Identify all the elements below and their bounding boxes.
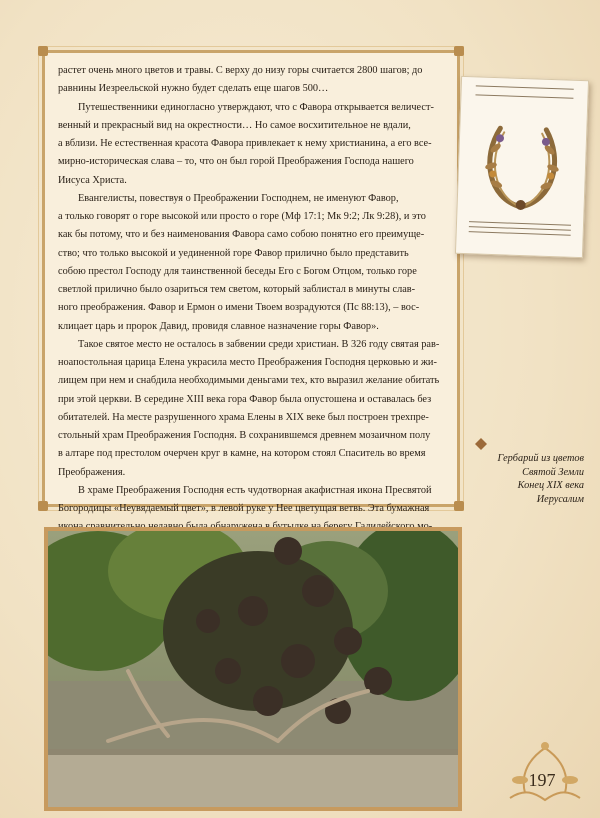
text-line: растет очень много цветов и травы. С верху до низу горы считается 2800 шагов; до xyxy=(58,65,423,76)
text-line: при этой церкви. В середине XIII века гора Фавор была опустошена и оставалась без xyxy=(58,393,432,405)
text-line: Евангелисты, повествуя о Преображении Господнем, не именуют Фавор, xyxy=(78,192,399,204)
text-line: клицает царь и пророк Давид, провидя славное назначение горы Фавор». xyxy=(58,320,379,332)
text-line: светлой прилично было озариться тем светом, который заблистал в минуты слав- xyxy=(58,284,416,295)
text-line: лищем при нем и снабдила необходимыми деньгами тех, кто выразил желание обитать xyxy=(58,375,440,387)
text-line: Преображения. xyxy=(58,466,126,478)
text-line: ство; что только высокой и уединенной горе Фавор прилично было представить xyxy=(58,247,409,259)
main-text xyxy=(58,62,450,514)
garden-photo-illustration xyxy=(48,531,458,807)
text-line: а вблизи. Не естественная красота Фавора привлекает к нему христианина, а его все- xyxy=(58,138,432,149)
text-line: обитателей. На месте разрушенного храма Елены в XIX веке был построен трехпре- xyxy=(58,411,429,423)
text-line: Иисуса Христа. xyxy=(58,174,127,186)
caption-ornament-icon xyxy=(475,438,487,450)
caption-line: Иерусалим xyxy=(536,493,584,505)
caption-line: Гербарий из цветов xyxy=(497,453,584,464)
image-caption xyxy=(460,452,584,506)
text-line: Богородицы «Неувядаемый цвет», в левой руке у Нее цветущая ветвь. Эта бумажная xyxy=(58,503,430,514)
text-line: Путешественники единогласно утверждают, что с Фавора открывается величест- xyxy=(78,101,434,113)
page-number: 197 xyxy=(528,770,556,790)
text-line: ного преображения. Фавор и Ермон о имени Твоем возрадуются (Пс 88:13), – вос- xyxy=(58,302,420,314)
herbarium-image xyxy=(455,76,589,258)
text-line: равнины Иезреельской нужно будет сделать еще шагов 500… xyxy=(58,83,329,95)
herbarium-footer-rules xyxy=(468,221,571,243)
text-line: в алтаре под престолом очерчен круг в камне, на котором стоял Спаситель во время xyxy=(58,448,426,460)
frame-corner-ornament xyxy=(38,501,48,511)
caption-line: Конец XIX века xyxy=(517,480,584,491)
garden-photo xyxy=(44,527,462,811)
text-line: мирно-историческая слава – то, что он был горой Преображения Господа нашего xyxy=(58,156,414,168)
frame-corner-ornament xyxy=(454,46,464,56)
text-line: как бы потому, что и без наименования Фавора само собою понятно его преимуще- xyxy=(58,229,425,241)
text-line: венный и прекрасный вид на окрестности… Но самое восхитительное не вдали, xyxy=(58,119,411,131)
text-line: Такое святое место не осталось в забвении среди христиан. В 326 году святая рав- xyxy=(78,338,440,350)
caption-line: Святой Земли xyxy=(522,466,584,478)
text-line: В храме Преображения Господня есть чудотворная акафистная икона Пресвятой xyxy=(78,484,432,496)
text-line: ноапостольная царица Елена украсила место Преображения Господня церковью и жи- xyxy=(58,357,437,368)
text-line: а только говорят о горе высокой или просто о горе (Мф 17:1; Мк 9:2; Лк 9:28), и это xyxy=(58,211,426,222)
text-line: собою престол Господу для таинственной беседы Его с Богом Отцом, только горе xyxy=(58,265,417,277)
frame-corner-ornament xyxy=(38,46,48,56)
text-line: стольный храм Преображения Господня. В сохранившемся древнем мозаичном полу xyxy=(58,430,431,441)
